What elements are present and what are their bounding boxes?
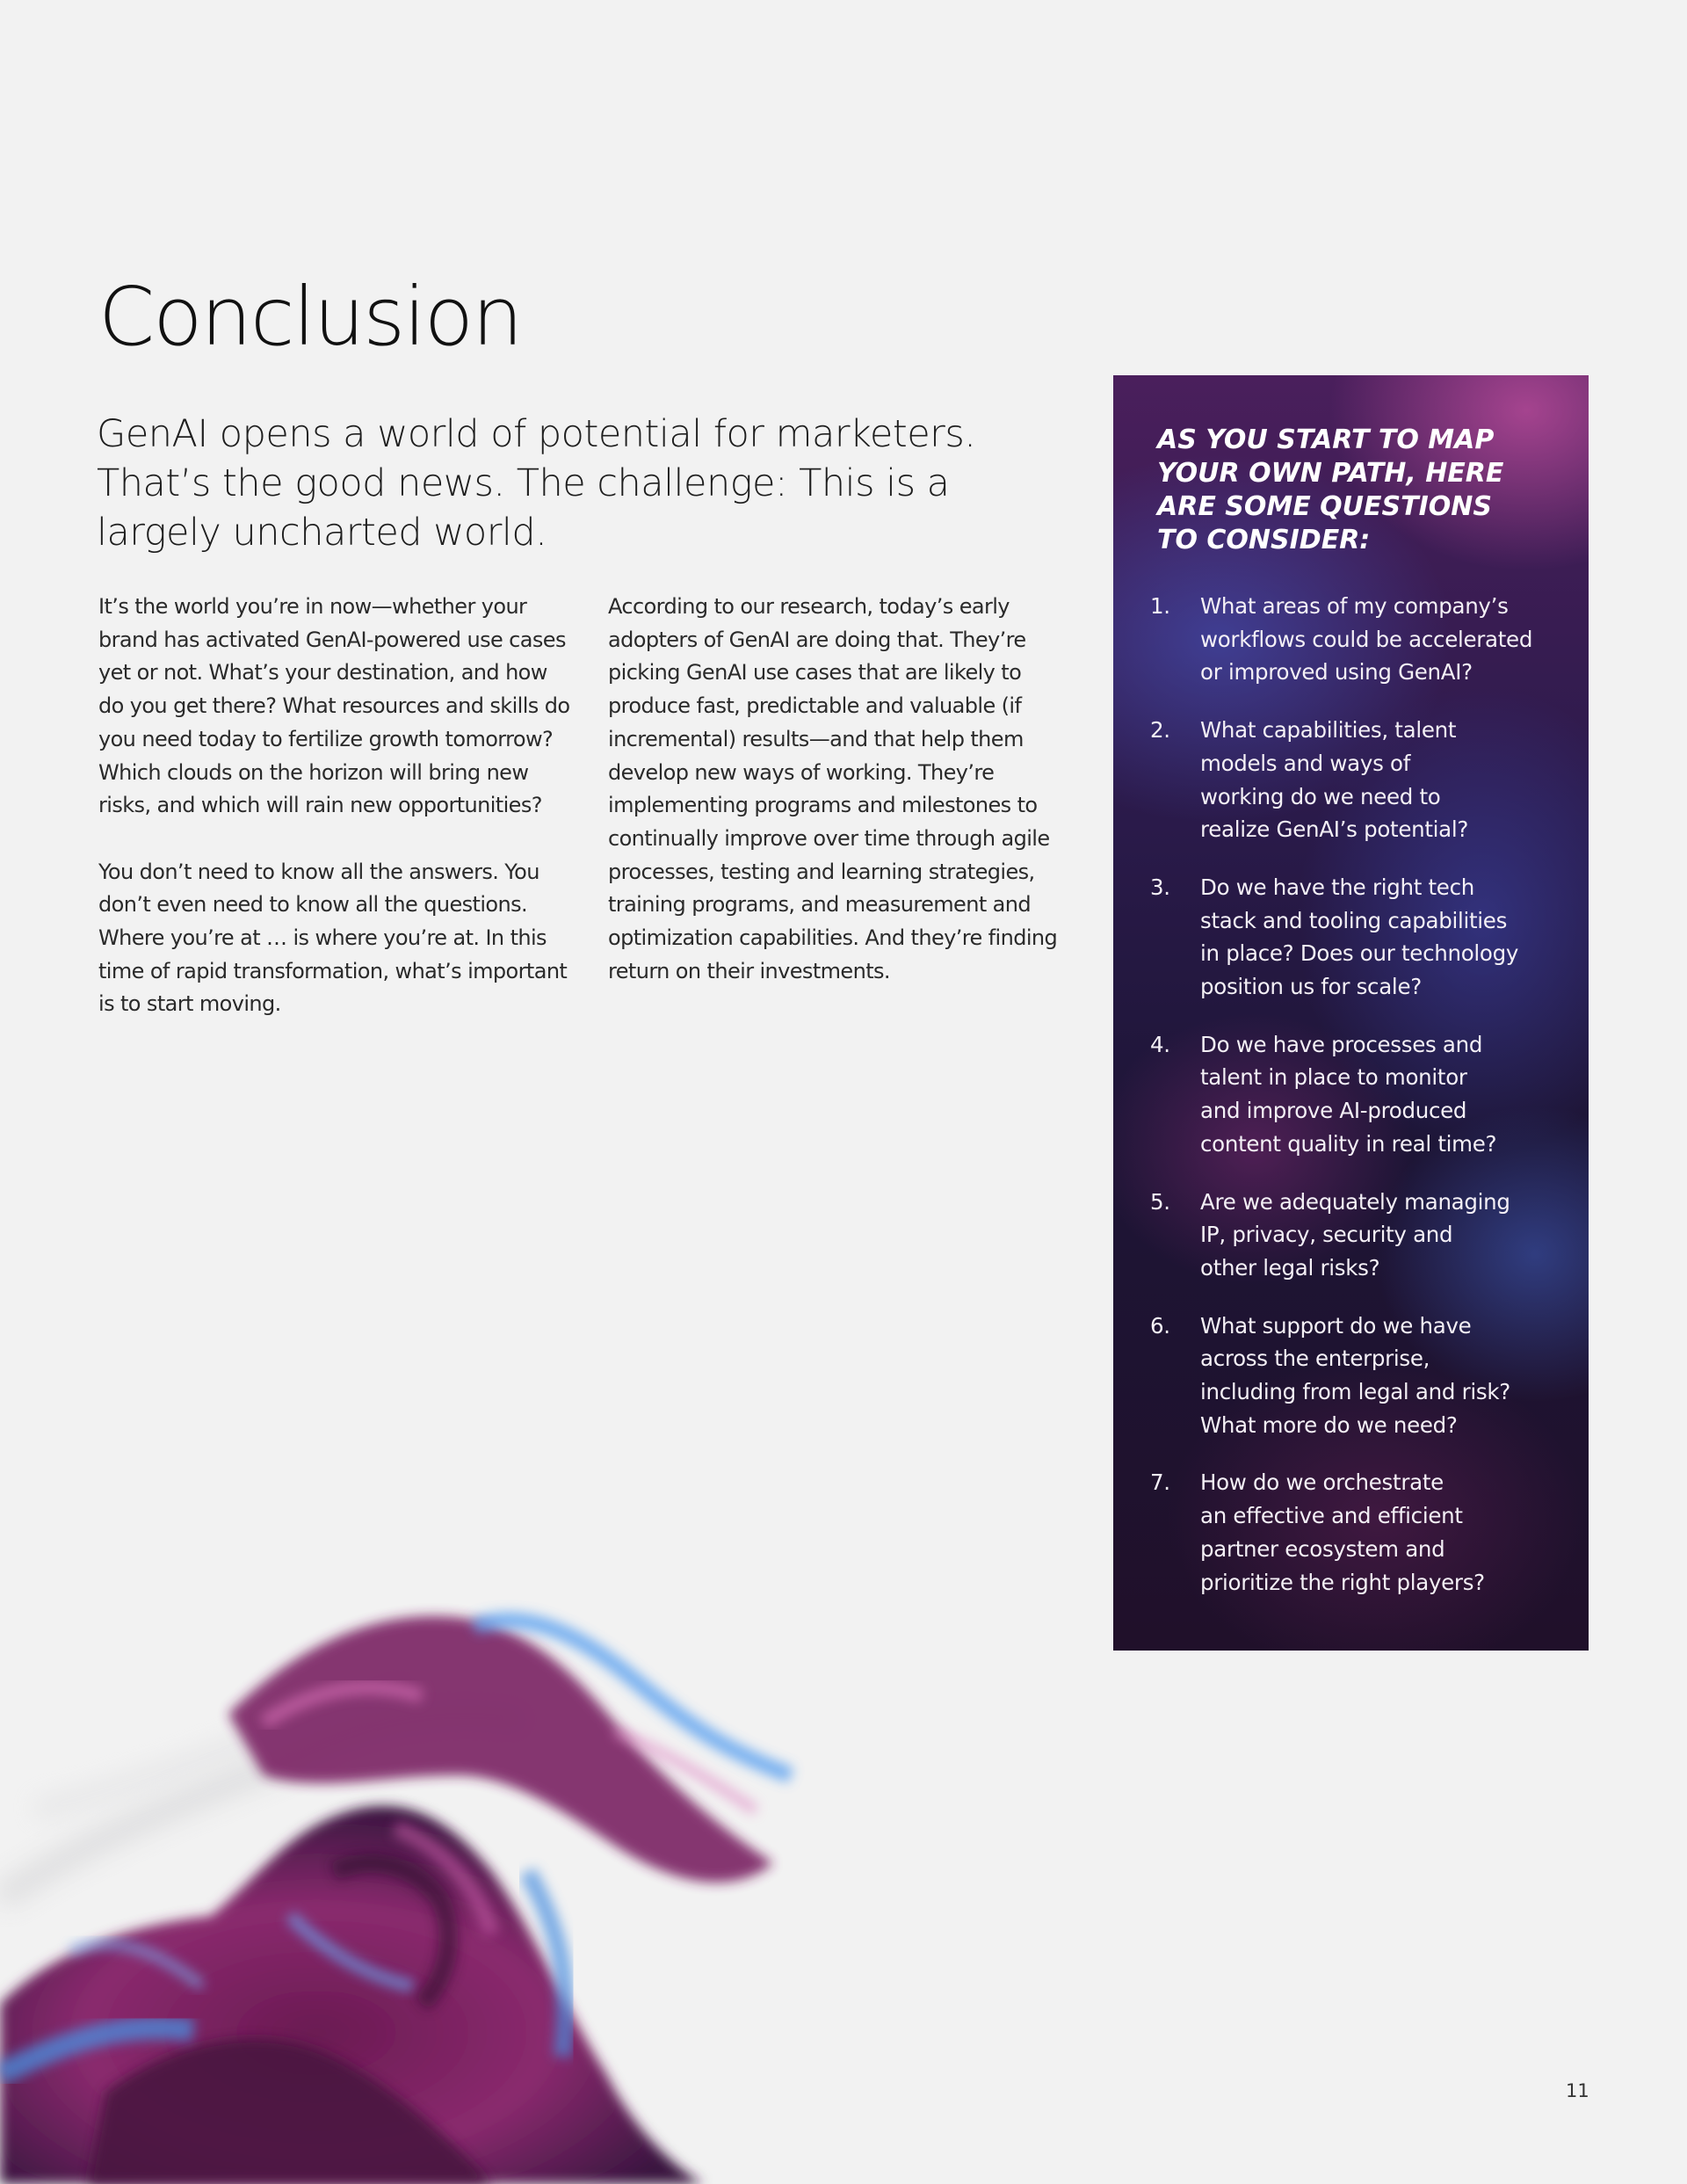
body-line: produce fast, predictable and valuable (if	[608, 693, 1022, 719]
question-item	[1150, 1466, 1563, 1599]
body-line: implementing programs and milestones to	[608, 793, 1038, 818]
body-line: continually improve over time through agile	[608, 825, 1050, 851]
body-line: adopters of GenAI are doing that. They’re	[608, 627, 1026, 652]
question-line: models and ways of	[1200, 750, 1411, 776]
body-line: return on their investments.	[608, 958, 890, 983]
question-line: What support do we have	[1200, 1312, 1472, 1339]
body-line: It’s the world you’re in now—whether your	[98, 594, 527, 619]
question-item	[1150, 1028, 1563, 1161]
question-line: Do we have the right tech	[1200, 874, 1474, 900]
body-line: risks, and which will rain new opportunities?	[98, 793, 542, 818]
body-paragraph	[98, 856, 573, 1022]
question-line: talent in place to monitor	[1200, 1064, 1467, 1091]
body-line: you need today to fertilize growth tomorrow?	[98, 726, 554, 751]
body-column-left	[98, 591, 573, 1021]
body-paragraph	[98, 591, 573, 823]
body-line: develop new ways of working. They’re	[608, 759, 995, 785]
page-title: Conclusion	[98, 270, 522, 364]
body-line: Which clouds on the horizon will bring new	[98, 759, 529, 785]
question-line: How do we orchestrate	[1200, 1469, 1444, 1496]
body-line: time of rapid transformation, what’s important	[98, 958, 568, 983]
page-number: 11	[1566, 2080, 1589, 2101]
question-line: across the enterprise,	[1200, 1346, 1430, 1372]
question-line: IP, privacy, security and	[1200, 1222, 1453, 1248]
question-line: including from legal and risk?	[1200, 1379, 1510, 1405]
question-line: realize GenAI’s potential?	[1200, 816, 1469, 843]
question-number: 3.	[1150, 874, 1170, 900]
sidebar-heading-line: TO CONSIDER:	[1157, 525, 1371, 555]
subtitle	[97, 410, 1010, 557]
body-line: picking GenAI use cases that are likely to	[608, 660, 1022, 686]
question-line: Are we adequately managing	[1200, 1188, 1510, 1215]
question-item	[1150, 1186, 1563, 1285]
body-line: don’t even need to know all the questions.	[98, 892, 528, 918]
body-column-right	[608, 591, 1065, 988]
questions-sidebar	[1113, 375, 1589, 1651]
ink-smoke-illustration	[0, 1459, 879, 2184]
question-line: and improve AI-produced	[1200, 1098, 1467, 1124]
sidebar-heading-line: AS YOU START TO MAP	[1157, 424, 1495, 455]
body-line: training programs, and measurement and	[608, 892, 1032, 918]
question-number: 2.	[1150, 717, 1170, 744]
question-line: prioritize the right players?	[1200, 1569, 1485, 1595]
question-item	[1150, 714, 1563, 846]
question-line: workflows could be accelerated	[1200, 626, 1533, 652]
question-line: content quality in real time?	[1200, 1130, 1497, 1157]
question-number: 6.	[1150, 1312, 1170, 1339]
body-line: do you get there? What resources and skills do	[98, 693, 570, 719]
body-line: optimization capabilities. And they’re finding	[608, 925, 1058, 951]
subtitle-line: GenAI opens a world of potential for marketers.	[97, 412, 976, 456]
body-line: brand has activated GenAI-powered use cases	[98, 627, 566, 652]
questions-list	[1150, 590, 1563, 1623]
body-line: You don’t need to know all the answers. You	[98, 859, 539, 884]
question-line: working do we need to	[1200, 783, 1441, 809]
question-number: 5.	[1150, 1188, 1170, 1215]
sidebar-heading-line: YOUR OWN PATH, HERE	[1157, 458, 1504, 489]
question-line: What more do we need?	[1200, 1411, 1458, 1438]
body-line: incremental) results—and that help them	[608, 726, 1024, 751]
body-line: Where you’re at … is where you’re at. In this	[98, 925, 547, 951]
question-line: in place? Does our technology	[1200, 940, 1519, 967]
question-line: other legal risks?	[1200, 1254, 1380, 1281]
question-number: 1.	[1150, 593, 1170, 619]
body-paragraph	[608, 591, 1065, 988]
question-line: an effective and efficient	[1200, 1503, 1463, 1529]
body-line: According to our research, today’s early	[608, 594, 1010, 619]
body-line: is to start moving.	[98, 991, 281, 1017]
question-item	[1150, 590, 1563, 689]
subtitle-line: largely uncharted world.	[97, 511, 547, 555]
body-line: processes, testing and learning strategies,	[608, 859, 1035, 884]
question-number: 7.	[1150, 1469, 1170, 1496]
subtitle-line: That’s the good news. The challenge: This is a	[97, 461, 950, 505]
question-line: partner ecosystem and	[1200, 1535, 1445, 1562]
question-line: What capabilities, talent	[1200, 717, 1457, 744]
question-line: Do we have processes and	[1200, 1031, 1483, 1057]
question-line: or improved using GenAI?	[1200, 659, 1473, 686]
sidebar-heading	[1157, 424, 1561, 557]
question-item	[1150, 871, 1563, 1004]
sidebar-heading-line: ARE SOME QUESTIONS	[1157, 491, 1492, 522]
question-line: What areas of my company’s	[1200, 593, 1509, 619]
question-line: stack and tooling capabilities	[1200, 907, 1508, 933]
question-number: 4.	[1150, 1031, 1170, 1057]
question-item	[1150, 1310, 1563, 1442]
body-line: yet or not. What’s your destination, and how	[98, 660, 547, 686]
question-line: position us for scale?	[1200, 974, 1422, 1000]
